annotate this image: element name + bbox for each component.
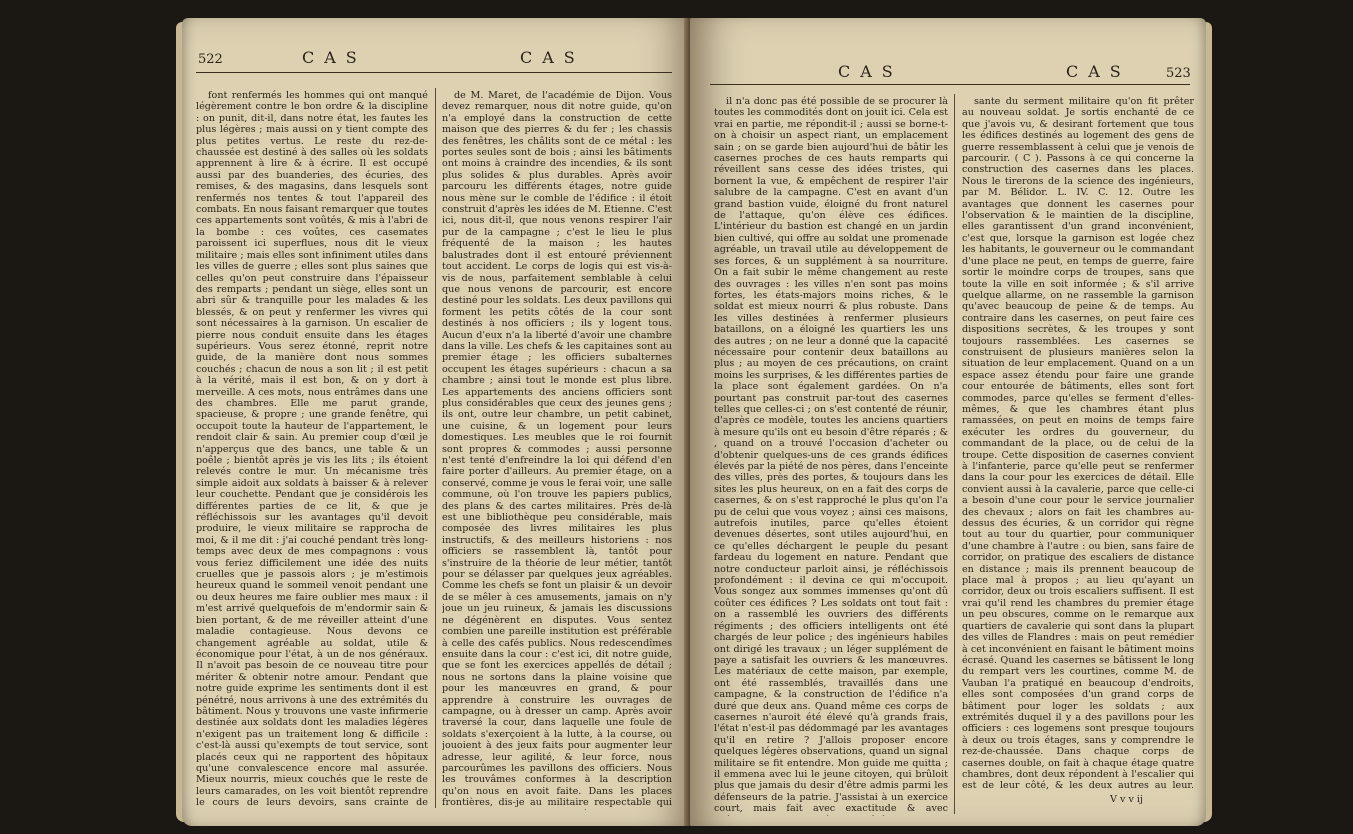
running-head-right: CAS [1066, 62, 1131, 81]
column-text: il n'a donc pas été possible de se procurer là toutes les commodités dont on jouit ici. Cela est vrai en partie, me répondit-il ; aussi se borne-t-on à choisir un aspect riant, un emplacement sain ; on se garde bien aujourd'hui de bâtir les casernes proches de ces hauts remparts qui réveillent sans cesse des idées tristes, qui bornent la vue, & empêchent de respirer l'air salubre de la campagne. C'est en avant d'un grand bastion vuide, éloigné du front naturel de l'attaque, qu'on élève ces édifices. L'intérieur du bastion est changé en un jardin bien cultivé, qui offre au soldat une promenade agréable, un travail utile au développement de ses forces, & un supplément à sa nourriture. On a fait subir le même changement au reste des ouvrages : les villes n'en sont pas moins fortes, les états-majors moins riches, & le soldat est mieux nourri & plus robuste. Dans les villes destinées à renfermer plusieurs bataillons, on a éloigné les quartiers les uns des autres ; on ne leur a donné que la capacité nécessaire pour contenir deux bataillons au plus ; au moyen de ces précautions, on craint moins les surprises, & les différentes parties de la place sont également gardées. On n'a pourtant pas construit par-tout des casernes telles que celles-ci ; on s'est contenté de réunir, d'après ce modèle, toutes les anciens quartiers à mesure qu'ils ont eu besoin d'être réparés ; & , quand on a trouvé l'occasion d'acheter ou d'obtenir quelques-uns de ces grands édifices élevés par la piété de nos pères, dans l'enceinte des villes, près des portes, & toujours dans les sites les plus heureux, on en a fait des corps de casernes, & on s'est rapproché le plus qu'on l'a pu de celui que vous voyez ; ainsi ces maisons, autrefois inutiles, parce qu'elles étoient devenues désertes, sont utiles aujourd'hui, en ce qu'elles déchargent le peuple du pesant fardeau du logement en nature. Pendant que notre conducteur parloit ainsi, je réfléchissois profondément : il devina ce qui m'occupoit. Vous songez aux sommes immenses qu'ont dû coûter ces édifices ? Les soldats ont tout fait : on a rassemblé les ouvriers des différents régiments ; des officiers intelligents ont été chargés de leur police ; des ingénieurs habiles ont dirigé les travaux ; un léger supplément de paye a satisfait les ouvriers & les manœuvres. Les matériaux de cette maison, par exemple, ont été rassemblés, travaillés dans une campagne, & la construction de l'édifice n'a duré que deux ans. Quand même ces corps de casernes n'auroit été élevé qu'à grands frais, l'état n'est-il pas dédommagé par les avantages qu'il en retire ? J'allois proposer encore quelques légères observations, quand un signal militaire se fit entendre. Mon guide me quitta ; il emmena avec lui le jeune citoyen, qui brûloit plus que jamais du desir d'être admis parmi les défenseurs de la patrie. J'assistai à un exercice court, mais fait avec exactitude & avec [714, 96, 948, 815]
text-column-1 [196, 90, 428, 810]
page-number: 523 [1166, 66, 1191, 81]
column-text: sante du serment militaire qu'on fit prêter au nouveau soldat. Je sortis enchanté de ce que j'avois vu, & desirant fortement que tous les édifices destinés au logement des gens de guerre ressemblassent à celui que je venois de parcourir. ( C ). Passons à ce qui concerne la construction des casernes dans les places. Nous le tirerons de la science des ingénieurs, par M. Bélidor. L. IV. C. 12. Outre les avantages que donnent les casernes pour l'observation & le maintien de la discipline, elles garantissent d'un grand inconvénient, c'est que, lorsque la garnison est logée chez les habitants, le gouverneur ou le commandant d'une place ne peut, en temps de guerre, faire sortir le moindre corps de troupes, sans que toute la ville en soit informée ; & s'il arrive quelque allarme, on ne rassemble la garnison qu'avec beaucoup de peine & de temps. Au contraire dans les casernes, on peut faire ces dispositions secrètes, & les troupes y sont toujours rassemblées. Les casernes se construisent de plusieurs manières selon la situation de leur emplacement. Quand on a un espace assez étendu pour faire une grande cour entourée de bâtiments, elles sont fort commodes, parce qu'elles se ferment d'elles-mêmes, & que les chambres étant plus ramassées, on peut en moins de temps faire exécuter les ordres du gouverneur, du commandant de la place, ou de celui de la troupe. Cette disposition de casernes convient à l'infanterie, parce qu'elle peut se renfermer dans la cour pour les exercices de détail. Elle convient aussi à la cavalerie, parce que celle-ci a besoin d'une cour pour le service journalier des chevaux ; alors on fait les chambres au-dessus des écuries, & un corridor qui règne tout au tour du quartier, pour communiquer d'une chambre à l'autre : ou bien, sans faire de corridor, on pratique des escaliers de distance en distance ; mais ils prennent beaucoup de place mal à propos ; au lieu qu'ayant un corridor, deux ou trois escaliers suffisent. Il est vrai qu'il rend les chambres du premier étage un peu obscures, comme on le remarque aux quartiers de cavalerie qui sont dans la plupart des villes de Flandres : mais on peut remédier à cet inconvénient en faisant le bâtiment moins écrasé. Quand les casernes se bâtissent le long du rempart vers les courtines, comme M. de Vauban l'a pratiqué en beaucoup d'endroits, elles sont composées d'un grand corps de bâtiment pour loger les soldats ; aux extrémités duquel il y a des pavillons pour les officiers : ces logemens sont presque toujours à deux ou trois étages, sans y comprendre le rez-de-chaussée. Dans chaque corps de casernes double, on fait à chaque étage quatre chambres, dont deux répondent à l'escalier qui est de leur côté, & les deux autres au leur. [962, 96, 1194, 790]
column-divider [435, 88, 436, 808]
running-head-right: CAS [520, 48, 585, 67]
column-text: de M. Maret, de l'académie de Dijon. Vous devez remarquer, nous dit notre guide, qu'on n'a employé dans la construction de cette maison que des pierres & du fer ; les chassis des fenêtres, les châlits sont de ce métal : les portes seules sont de bois ; ainsi les bâtiments ont moins à craindre des incendies, & ils sont plus solides & plus durables. Après avoir parcouru les différents étages, notre guide nous mène sur le comble de l'édifice : il étoit construit d'après les idées de M. Etienne. C'est ici, nous dit-il, que nous venons respirer l'air pur de la campagne ; c'est le lieu le plus fréquenté de la maison ; les hautes balustrades dont il est entouré préviennent tout accident. Le corps de logis qui est vis-à-vis de nous, parfaitement semblable à celui que nous venons de parcourir, est encore destiné pour les soldats. Les deux pavillons qui forment les petits côtés de la cour sont destinés à nos officiers ; ils y logent tous. Aucun d'eux n'a la liberté d'avoir une chambre dans la ville. Les chefs & les capitaines sont au premier étage ; les officiers subalternes occupent les étages supérieurs : chacun a sa chambre ; ainsi tout le monde est plus libre. Les appartements des anciens officiers sont plus considérables que ceux des jeunes gens ; ils ont, outre leur chambre, un petit cabinet, une cuisine, & un logement pour leurs domestiques. Les meubles que le roi fournit sont propres & commodes ; aussi personne n'est tenté d'enfreindre la loi qui défend d'en faire porter d'ailleurs. Au premier étage, on a conservé, comme je vous le ferai voir, une salle commune, où l'on trouve les papiers publics, des plans & des cartes militaires. Près de-là est une bibliothèque peu considérable, mais composée des livres militaires les plus instructifs, & des meilleurs historiens : nos officiers se rassemblent là, tantôt pour s'instruire de la théorie de leur métier, tantôt pour se délasser par quelques jeux agréables. Comme les chefs se font un plaisir & un devoir de se mêler à ces amusements, jamais on n'y joue un jeu ruineux, & jamais les discussions ne dégénèrent en disputes. Vous sentez combien une pareille institution est préférable à celle des cafés publics. Nous redescendîmes ensuite dans la cour : c'est ici, dit notre guide, que se font les exercices appellés de détail ; nous ne sortons dans la plaine voisine que pour les manœuvres en grand, & pour apprendre à construire les ouvrages de campagne, ou à dresser un camp. Après avoir traversé la cour, dans laquelle une foule de soldats s'exerçoient à la lutte, à la course, ou jouoient à des jeux faits pour augmenter leur adresse, leur agilité, & leur force, nous parcourûmes les pavillons des officiers. Nous les trouvâmes conformes à la description qu'on nous en avoit faite. Dans les places frontières, dis-je au militaire respectable qui [442, 90, 672, 809]
text-column-2 [962, 96, 1194, 790]
header-rule [196, 72, 672, 73]
column-divider [954, 94, 955, 814]
column-text: font renfermés les hommes qui ont manqué légèrement contre le bon ordre & la discipline : on punit, dit-il, dans notre état, les fautes les plus légères ; mais aussi on y tient compte des plus petites vertus. Le reste du rez-de-chaussée est destiné à des salles où les soldats apprennent à lire & à écrire. Il est occupé aussi par des buanderies, des écuries, des remises, & des magasins, dans lesquels sont renfermés nos tentes & tout l'appareil des combats. En nous faisant remarquer que toutes ces appartements sont voûtés, & mis à l'abri de la bombe : ces voûtes, ces casemates paroissent ici superflues, nous dit le vieux militaire ; mais elles sont infiniment utiles dans les villes de guerre ; elles sont plus saines que celles qu'on peut construire dans l'épaisseur des remparts ; pendant un siège, elles sont un abri sûr & tranquille pour les malades & les blessés, & on peut y renfermer les vivres qui sont nécessaires à la garnison. Un escalier de pierre nous conduit ensuite dans les étages supérieurs. Vous serez étonné, reprit notre guide, de la manière dont nous sommes couchés ; chacun de nous a son lit ; il est petit à la vérité, mais il est bon, & on y dort à merveille. A ces mots, nous entrâmes dans une des chambres. Elle me parut grande, spacieuse, & propre ; une grande fenêtre, qui occupoit toute la hauteur de l'appartement, le rendoit clair & sain. Au premier coup d'œil je n'apperçus que des bancs, une table & un poêle ; bientôt après je vis les lits ; ils étoient relevés contre le mur. Un mécanisme très simple aidoit aux soldats à baisser & à relever leur couchette. Pendant que je considérois les différentes parties de ce lit, & que je réfléchissois sur les avantages qu'il devoit produire, le vieux militaire se rapprocha de moi, & il me dit : j'ai couché pendant très long-temps avec deux de mes compagnons : vous vous feriez difficilement une idée des nuits cruelles que je passois alors ; je m'estimois heureux quand le sommeil venoit pendant une ou deux heures me faire oublier mes maux : il m'est arrivé quelquefois de m'endormir sain & bien portant, & de me réveiller atteint d'une maladie contagieuse. Nous devons ce changement agréable au soldat, utile & économique pour l'état, à un de nos généraux. Il n'avoit pas besoin de ce nouveau titre pour mériter & obtenir notre amour. Pendant que notre guide exprime les sentiments dont il est pénétré, nous arrivons à une des extrémités du bâtiment. Nous y trouvons une vaste infirmerie destinée aux soldats dont les maladies légères n'exigent pas un traitement long & difficile : c'est-là aussi qu'exempts de tout service, sont placés ceux qui ne rapportent des hôpitaux qu'une convalescence encore mal assurée. Mieux nourris, mieux couchés que le reste de leurs camarades, on les voit bientôt reprendre le cours de leurs devoirs, sans crainte de [196, 90, 428, 809]
header-rule [710, 84, 1190, 85]
left-page [182, 18, 690, 826]
text-column-2 [442, 90, 672, 810]
running-head-left: CAS [838, 62, 903, 81]
signature-mark: V v v ij [1110, 794, 1143, 805]
right-page [690, 18, 1206, 826]
text-column-1 [714, 96, 948, 816]
page-number: 522 [198, 52, 223, 67]
running-head-left: CAS [302, 48, 367, 67]
